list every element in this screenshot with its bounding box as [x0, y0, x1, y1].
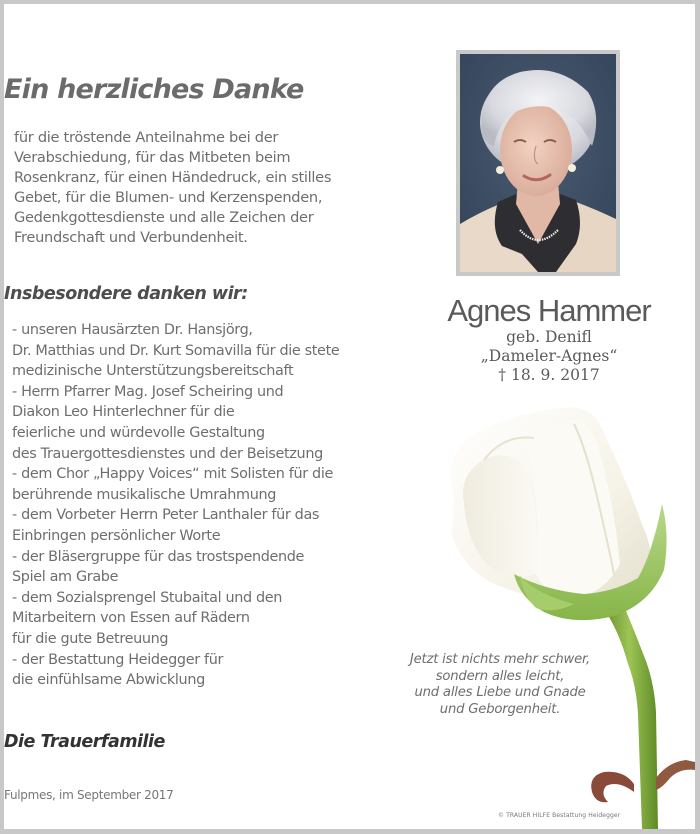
- death-date: † 18. 9. 2017: [498, 366, 600, 384]
- quote-line: Jetzt ist nichts mehr schwer,: [409, 652, 591, 667]
- rose-thorn-left: [591, 772, 634, 803]
- special-thanks-heading: Insbesondere danken wir:: [4, 284, 248, 304]
- place-date: Fulpmes, im September 2017: [4, 788, 174, 802]
- thanks-line: - der Bestattung Heidegger für: [12, 651, 224, 668]
- memorial-quote: [380, 652, 620, 718]
- white-rose-icon: [424, 394, 695, 829]
- thanks-line: für die gute Betreuung: [12, 630, 169, 647]
- signature: Die Trauerfamilie: [4, 732, 165, 752]
- portrait-frame: [456, 50, 620, 276]
- thanks-line: medizinische Unterstützungsbereitschaft: [12, 363, 294, 380]
- thanks-line: Mitarbeitern von Essen auf Rädern: [12, 610, 250, 627]
- maiden-name: geb. Denifl: [506, 328, 592, 346]
- thank-you-title: Ein herzliches Danke: [4, 74, 304, 105]
- intro-line: Gebet, für die Blumen- und Kerzenspenden,: [14, 189, 323, 206]
- thanks-line: feierliche und würdevolle Gestaltung: [12, 424, 265, 441]
- thanks-line: - der Bläsergruppe für das trostspendende: [12, 548, 305, 565]
- intro-line: Rosenkranz, für einen Händedruck, ein stilles: [14, 169, 332, 186]
- deceased-info: [424, 294, 674, 385]
- obituary-card: [4, 4, 695, 829]
- portrait-photo: [460, 54, 616, 272]
- nickname: „Dameler-Agnes“: [480, 347, 618, 365]
- quote-line: sondern alles leicht,: [435, 668, 565, 684]
- thanks-line: des Trauergottesdienstes und der Beisetzung: [12, 445, 323, 462]
- thanks-line: berührende musikalische Umrahmung: [12, 486, 277, 503]
- portrait-icon: [460, 54, 616, 272]
- deceased-name: Agnes Hammer: [447, 293, 651, 328]
- intro-line: Freundschaft und Verbundenheit.: [14, 229, 248, 246]
- thanks-line: Einbringen persönlicher Worte: [12, 527, 221, 544]
- thanks-line: - dem Vorbeter Herrn Peter Lanthaler für das: [12, 507, 320, 524]
- thanks-line: - dem Chor „Happy Voices“ mit Solisten für die: [12, 466, 333, 483]
- thanks-line: Spiel am Grabe: [12, 569, 119, 586]
- thanks-line: Dr. Matthias und Dr. Kurt Somavilla für die stete: [12, 342, 340, 359]
- intro-paragraph: [14, 128, 394, 248]
- thanks-line: Diakon Leo Hinterlechner für die: [12, 404, 235, 421]
- thanks-line: - dem Sozialsprengel Stubaital und den: [12, 589, 283, 606]
- intro-line: Verabschiedung, für das Mitbeten beim: [14, 149, 291, 166]
- quote-line: und alles Liebe und Gnade: [414, 685, 586, 700]
- quote-line: und Geborgenheit.: [439, 701, 561, 717]
- thanks-line: - unseren Hausärzten Dr. Hansjörg,: [12, 322, 253, 338]
- thanks-line: die einfühlsame Abwicklung: [12, 672, 205, 689]
- rose-thorn-right: [656, 760, 695, 790]
- special-thanks-list: [12, 320, 396, 691]
- intro-line: Gedenkgottesdienste und alle Zeichen der: [14, 209, 314, 226]
- thanks-line: - Herrn Pfarrer Mag. Josef Scheiring und: [12, 383, 284, 400]
- intro-line: für die tröstende Anteilnahme bei der: [14, 129, 279, 146]
- copyright-credit: © TRAUER HILFE Bestattung Heidegger: [498, 812, 621, 819]
